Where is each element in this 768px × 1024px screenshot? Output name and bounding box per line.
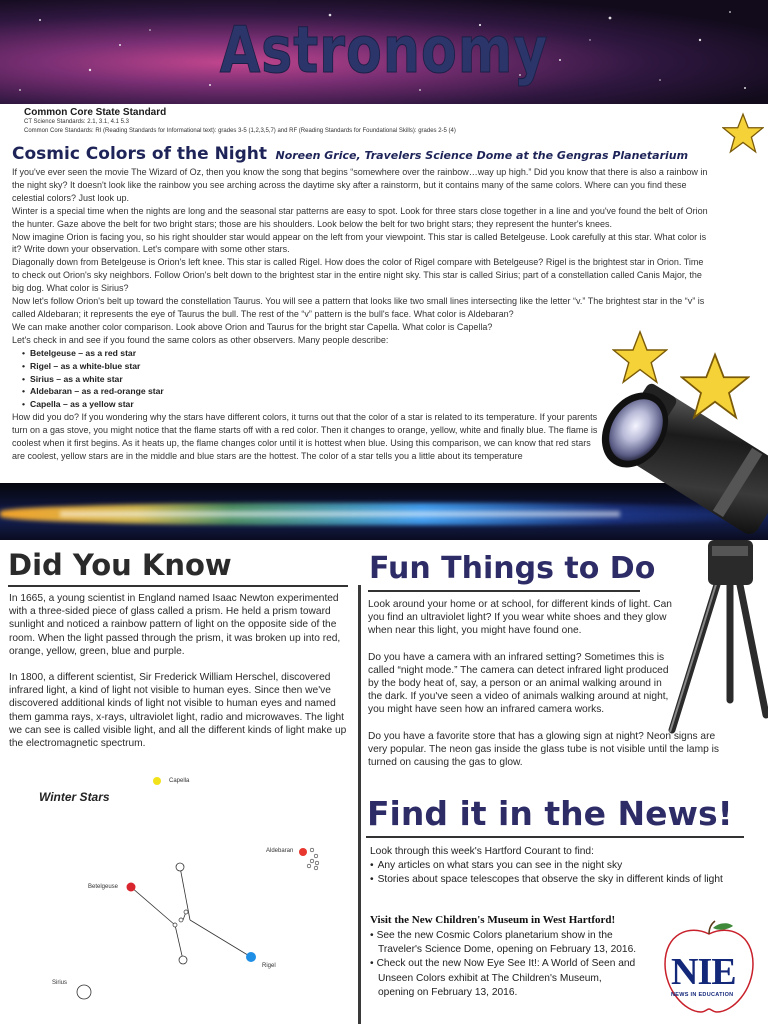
list-item: • Stories about space telescopes that observe the sky in different kinds of light [370,873,730,887]
standards-title: Common Core State Standard [24,107,167,118]
paragraph: Do you have a camera with an infrared setting? Sometimes this is called “night mode.” The camera can detect infrared light produced by the body heat of, say, a person or an animal walking around in the dark. If you've seen a video of animals walking around at night, you might have seen how an infrared camera works. [368,651,669,716]
article-title: Cosmic Colors of the Night [12,144,268,164]
fun-things-heading: Fun Things to Do [369,551,656,586]
article-paragraph: Let's check in and see if you found the same colors as other observers. Many people describe: [12,334,389,345]
list-item: • Betelgeuse – as a red star [22,347,712,360]
chart-title: Winter Stars [39,790,110,804]
header-banner [0,0,768,104]
label-aldebaran: Aldebaran [266,848,294,854]
paragraph: Do you have a favorite store that has a glowing sign at night? Neon signs are very popular. The neon gas inside the glass tube is not visible until the lamp is turned on causing the gas to glow. [368,730,719,769]
star-capella [153,777,161,785]
label-capella: Capella [169,778,190,784]
divider [8,585,348,587]
gold-star-icon [680,350,750,422]
gold-star-icon [612,329,668,385]
nie-logo-tagline: NEWS IN EDUCATION [671,992,734,998]
article-paragraph: If you've ever seen the movie The Wizard of Oz, then you know the song that begins “somewhere over the rainbow…way up high.” Did you know that there is also a rainbow in the night sky? It doesn't look like the rainbow you see arching across the daytime sky after a rainstorm, but it contains many of the same colors. Where can you find these celestial colors? Just look up. [12,167,708,203]
nie-logo-text: NIE [671,951,736,993]
paragraph: Look around your home or at school, for different kinds of light. Can you find an ultraviolet light? If you wear white shoes and they glow when near this light, you might have found one. [368,599,672,637]
star-bellatrix [176,863,184,871]
telescope-image [590,370,768,745]
news-heading: Find it in the News! [367,794,733,833]
article-paragraph: We can make another color comparison. Look above Orion and Taurus for the bright star Capella. What color is Capella? [12,321,493,332]
list-item: • Check out the new Now Eye See It!: A World of Seen and Unseen Colors exhibit at The Children's Museum, opening on February 13, 2016. [370,957,640,1000]
star-sirius [77,985,91,999]
label-betelgeuse: Betelgeuse [88,884,119,890]
star-rigel [246,952,256,962]
article-closing: How did you do? If you wondering why the stars have different colors, it turns out that the color of a star is related to its temperature. If your parents turn on a gas stove, you might notice that the flame starts off with a red color. Then it changes to orange, yellow, white and finally blue. The flame is coolest when it first begins. As it heats up, the flame changes color until it is hottest when blue. Using this comparison, we can know that red stars are coolest, yellow stars are in the middle and blue stars are the hottest. The color of a star tells you a little about its temperature [12,412,598,461]
star-map [20,770,340,1010]
list-item: • Sirius – as a white star [22,373,712,386]
nie-logo [659,920,759,1016]
star-aldebaran [299,848,307,856]
page-title: Astronomy [219,14,549,88]
paragraph: In 1665, a young scientist in England named Isaac Newton experimented with a three-sided piece of glass called a prism. He held a prism toward sunlight and noticed a rainbow pattern of light on the opposite side of the room. When the light passed through the prism, it was broken up into red, orange, yellow, green, blue and purple. [9,593,341,657]
standards-block [24,107,724,136]
news-intro: Look through this week's Hartford Courant to find: [370,846,594,857]
list-item: • See the new Cosmic Colors planetarium show in the Traveler's Science Dome, opening on February 13, 2016. [370,929,640,957]
winter-stars-chart [20,770,340,1010]
news-text [370,845,730,887]
star-belt [179,918,183,922]
star-betelgeuse [127,883,136,892]
museum-visit-list [370,929,640,1000]
star-belt [173,923,177,927]
star-belt [184,910,188,914]
gold-star-icon [722,112,764,154]
list-item: • Capella – as a yellow star [22,398,712,411]
label-rigel: Rigel [262,963,276,969]
museum-visit-title: Visit the New Children's Museum in West Hartford! [370,914,616,926]
article-paragraph: Winter is a special time when the nights are long and the seasonal star patterns are easy to spot. Look for three stars close together in a line and you've found the belt of Orion the hunter. Gaze above the belt for two bright stars; those are his shoulders. Look below the belt for two bright stars; they represent the hunter's knees. [12,205,708,229]
article-paragraph: Now let's follow Orion's belt up toward the constellation Taurus. You will see a pattern that looks like two small lines intersecting like the letter “v.” The brightest star in the “v” is called Aldebaran; it represents the eye of Taurus the bull. The rest of the “v” pattern is the bull's face. What color is Aldebaran? [12,296,705,319]
column-divider [358,585,361,1024]
star-saiph [179,956,187,964]
hyades-cluster [307,848,319,870]
list-item: • Aldebaran – as a red-orange star [22,385,712,398]
article-author: Noreen Grice, Travelers Science Dome at the Gengras Planetarium [275,149,689,162]
standards-line-common-core: Common Core Standards: RI (Reading Standards for Informational text): grades 3-5 (1,2,3,5,7) and RF (Reading Standards for Foundational Skills): grades 2-5 (4) [24,128,456,134]
label-sirius: Sirius [52,980,68,986]
did-you-know-heading: Did You Know [8,548,232,582]
standards-line-ct: CT Science Standards: 2.1, 3.1, 4.1 5.3 [24,119,129,125]
divider [366,836,744,838]
paragraph: In 1800, a different scientist, Sir Frederick William Herschel, discovered infrared light, a kind of light not visible to human eyes. Since then we've discovered additional kinds of light not visible to human eyes and named them gamma rays, x-rays, ultraviolet light, radio and microwaves. The light we can see is called visible light, and all the different kinds of light make up the electromagnetic spectrum. [9,672,347,750]
article-paragraph: Now imagine Orion is facing you, so his right shoulder star would appear on the left from your viewpoint. This star is called Betelgeuse. Look carefully at this star. What color is it? Write down your observation. Let's compare with some other stars. [12,231,707,255]
article-paragraph: Diagonally down from Betelgeuse is Orion's left knee. This star is called Rigel. How does the color of Rigel compare with Betelgeuse? Rigel is the brightest star in Orion. Time to check out Orion's sky neighbors. Follow Orion's belt down to the brightest star in the entire night sky. This star is called Sirius; part of a constellation called Canis Major, the big dog. What color is Sirius? [12,257,704,294]
list-item: • Any articles on what stars you can see in the night sky [370,859,730,873]
list-item: • Rigel – as a white-blue star [22,360,712,373]
did-you-know-text [9,592,349,763]
